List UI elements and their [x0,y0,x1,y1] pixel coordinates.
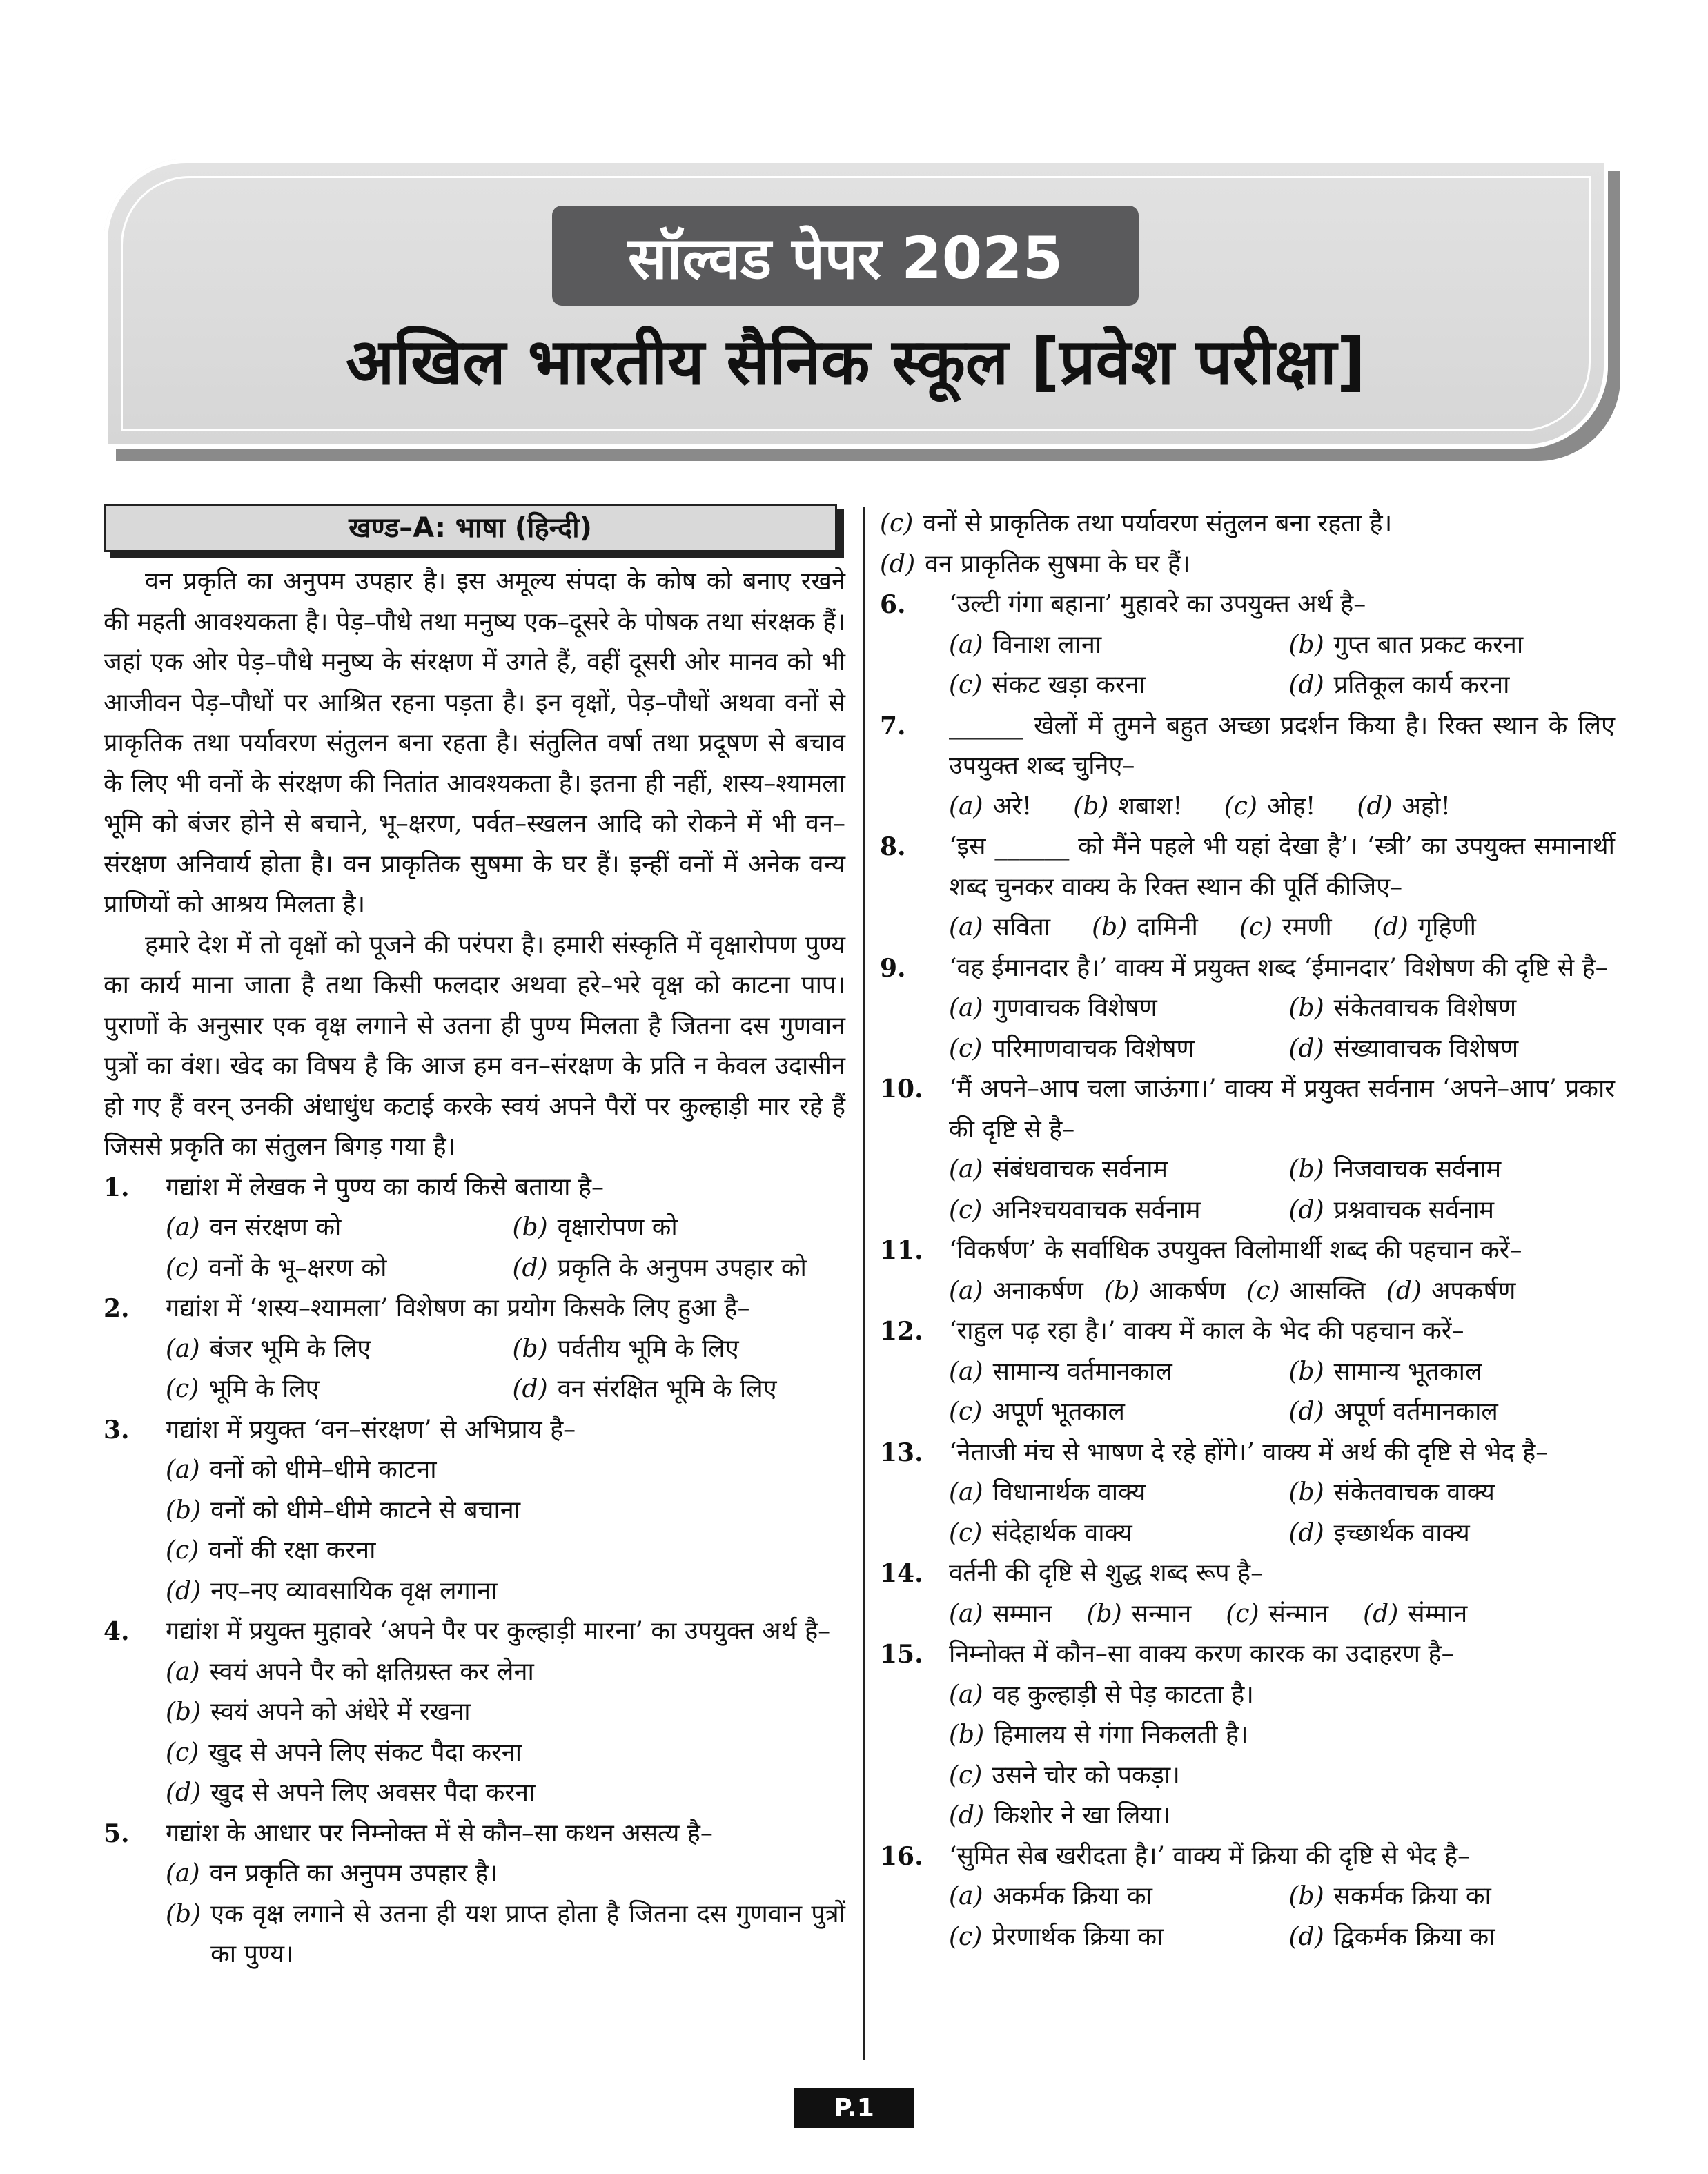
option-c: (c) वनों की रक्षा करना [166,1536,376,1565]
option-b: (b) वनों को धीमे–धीमे काटने से बचाना [166,1496,521,1525]
question-11 [880,1231,1615,1311]
option-b: (b) हिमालय से गंगा निकलती है। [949,1721,1248,1749]
question-1 [104,1168,845,1289]
question-7 [880,706,1615,828]
question-5-continued [880,504,1615,585]
question-3 [104,1410,845,1612]
question-9 [880,948,1615,1070]
question-text: ‘मैं अपने–आप चला जाऊंगा।’ वाक्य में प्रयुक्त सर्वनाम ‘अपने–आप’ प्रकार की दृष्टि से है– [949,1075,1615,1144]
option-d: (d) खुद से अपने लिए अवसर पैदा करना [166,1779,536,1807]
option-d: (d) द्विकर्मक क्रिया का [1288,1922,1495,1951]
option-c: (c) अनिश्चयवाचक सर्वनाम [949,1195,1201,1224]
option-a: (a) बंजर भूमि के लिए [166,1334,371,1363]
question-10 [880,1069,1615,1231]
option-a: (a) सविता [949,913,1051,941]
question-text: ‘इस ______ को मैंने पहले भी यहां देखा है’। ‘स्त्री’ का उपयुक्त समानार्थी शब्द चुनकर वाक्य के रिक्त स्थान की पूर्ति कीजिए– [949,832,1615,901]
option-a: (a) गुणवाचक विशेषण [949,994,1157,1022]
option-a: (a) वनों को धीमे–धीमे काटना [166,1456,437,1484]
question-text: ‘नेताजी मंच से भाषण दे रहे होंगे।’ वाक्य में अर्थ की दृष्टि से भेद है– [949,1438,1549,1467]
question-text: गद्यांश में प्रयुक्त ‘वन–संरक्षण’ से अभिप्राय है– [166,1415,576,1444]
option-d: (d) वन प्राकृतिक सुषमा के घर हैं। [880,549,1190,578]
question-12 [880,1311,1615,1433]
option-b: (b) दामिनी [1092,913,1198,941]
question-text: गद्यांश में लेखक ने पुण्य का कार्य किसे बताया है– [166,1173,605,1202]
option-d: (d) प्रकृति के अनुपम उपहार को [512,1253,807,1282]
question-13 [880,1433,1615,1554]
option-c: (c) प्रेरणार्थक क्रिया का [949,1922,1164,1951]
option-b: (b) सामान्य भूतकाल [1288,1357,1482,1386]
option-d: (d) अपकर्षण [1386,1276,1516,1305]
option-c: (c) उसने चोर को पकड़ा। [949,1761,1180,1790]
option-d: (d) प्रतिकूल कार्य करना [1288,671,1510,699]
question-number: 12. [880,1317,923,1346]
question-text: ______ खेलों में तुमने बहुत अच्छा प्रदर्शन किया है। रिक्त स्थान के लिए उपयुक्त शब्द चुनिए– [949,711,1615,780]
question-text: वर्तनी की दृष्टि से शुद्ध शब्द रूप है– [949,1559,1264,1587]
option-d: (d) वन संरक्षित भूमि के लिए [512,1375,777,1403]
question-number: 4. [104,1617,130,1646]
question-15 [880,1634,1615,1837]
question-number: 14. [880,1559,923,1588]
question-number: 6. [880,590,906,619]
option-c: (c) संन्मान [1226,1599,1329,1628]
question-number: 9. [880,953,906,983]
page-number: P.1 [794,2088,914,2128]
question-text: ‘राहुल पढ़ रहा है।’ वाक्य में काल के भेद की पहचान करें– [949,1317,1464,1345]
passage-paragraph-2: हमारे देश में तो वृक्षों को पूजने की परंपरा है। हमारी संस्कृति में वृक्षारोपण पुण्य का कार्य माना जाता है तथा किसी फलदार अथवा हरे–भरे वृक्ष को काटना पाप। पुराणों के अनुसार एक वृक्ष लगाने से उतना ही पुण्य मिलता है जितना दस गुणवान पुत्रों का वंश। खेद का विषय है कि आज हम वन–संरक्षण के प्रति न केवल उदासीन हो गए हैं वरन् उनकी अंधाधुंध कटाई करके स्वयं अपने पैरों पर कुल्हाड़ी मार रहे हैं जिससे प्रकृति का संतुलन बिगड़ गया है। [104,930,845,1161]
question-number: 8. [880,832,906,861]
option-c: (c) रमणी [1239,913,1332,941]
question-text: ‘उल्टी गंगा बहाना’ मुहावरे का उपयुक्त अर्थ है– [949,590,1366,618]
question-text: ‘वह ईमानदार है।’ वाक्य में प्रयुक्त शब्द ‘ईमानदार’ विशेषण की दृष्टि से है– [949,953,1608,982]
question-text: निम्नोक्त में कौन–सा वाक्य करण कारक का उदाहरण है– [949,1640,1454,1668]
question-number: 13. [880,1438,923,1467]
option-c: (c) संदेहार्थक वाक्य [949,1518,1132,1547]
right-column [880,504,1615,1957]
option-b: (b) आकर्षण [1103,1276,1226,1305]
exam-name: अखिल भारतीय सैनिक स्कूल [प्रवेश परीक्षा] [346,325,1366,399]
question-8 [880,827,1615,948]
option-d: (d) इच्छार्थक वाक्य [1288,1518,1470,1547]
question-number: 1. [104,1173,130,1202]
option-a: (a) विनाश लाना [949,630,1102,659]
column-divider [863,507,865,2060]
option-c: (c) संकट खड़ा करना [949,671,1146,699]
question-6 [880,585,1615,706]
option-b: (b) पर्वतीय भूमि के लिए [512,1334,739,1363]
option-c: (c) भूमि के लिए [166,1375,320,1403]
option-b: (b) सन्मान [1086,1599,1192,1628]
question-number: 2. [104,1294,130,1323]
option-b: (b) संकेतवाचक वाक्य [1288,1478,1495,1507]
option-b: (b) एक वृक्ष लगाने से उतना ही यश प्राप्त होता है जितना दस गुणवान पुत्रों का पुण्य। [166,1899,845,1968]
question-text: गद्यांश में प्रयुक्त मुहावरे ‘अपने पैर पर कुल्हाड़ी मारना’ का उपयुक्त अर्थ है– [166,1617,831,1645]
question-text: गद्यांश के आधार पर निम्नोक्त में से कौन–सा कथन असत्य है– [166,1819,713,1848]
option-c: (c) अपूर्ण भूतकाल [949,1398,1125,1426]
left-column [104,504,845,1975]
option-d: (d) नए–नए व्यावसायिक वृक्ष लगाना [166,1576,498,1605]
title-box [552,206,1139,306]
option-a: (a) अनाकर्षण [949,1276,1083,1305]
question-16 [880,1837,1615,1958]
question-text: गद्यांश में ‘शस्य–श्यामला’ विशेषण का प्रयोग किसके लिए हुआ है– [166,1294,750,1322]
option-a: (a) वन संरक्षण को [166,1213,342,1242]
option-d: (d) अपूर्ण वर्तमानकाल [1288,1398,1498,1426]
question-text: ‘विकर्षण’ के सर्वाधिक उपयुक्त विलोमार्थी शब्द की पहचान करें– [949,1236,1522,1264]
option-b: (b) सकर्मक क्रिया का [1288,1882,1491,1910]
option-a: (a) सम्मान [949,1599,1052,1628]
option-c: (c) परिमाणवाचक विशेषण [949,1034,1195,1063]
question-number: 11. [880,1236,923,1265]
question-number: 7. [880,711,906,741]
option-d: (d) प्रश्नवाचक सर्वनाम [1288,1195,1495,1224]
option-c: (c) वनों के भू–क्षरण को [166,1253,387,1282]
option-b: (b) गुप्त बात प्रकट करना [1288,630,1524,659]
question-text: ‘सुमित सेब खरीदता है।’ वाक्य में क्रिया की दृष्टि से भेद है– [949,1841,1471,1870]
option-d: (d) संख्यावाचक विशेषण [1288,1034,1519,1063]
option-c: (c) खुद से अपने लिए संकट पैदा करना [166,1738,522,1767]
option-a: (a) अकर्मक क्रिया का [949,1882,1152,1910]
question-number: 16. [880,1841,923,1871]
option-c: (c) वनों से प्राकृतिक तथा पर्यावरण संतुलन बना रहता है। [880,509,1393,538]
question-4 [104,1612,845,1814]
option-a: (a) वन प्रकृति का अनुपम उपहार है। [166,1859,498,1888]
section-heading: खण्ड–A: भाषा (हिन्दी) [104,504,837,552]
passage-paragraph-1: वन प्रकृति का अनुपम उपहार है। इस अमूल्य संपदा के कोष को बनाए रखने की महती आवश्यकता है। पेड़–पौधे तथा मनुष्य एक–दूसरे के पोषक तथा संरक्षक हैं। जहां एक ओर पेड़–पौधे मनुष्य के संरक्षण में उगते हैं, वहीं दूसरी ओर मानव को भी आजीवन पेड़–पौधों पर आश्रित रहना पड़ता है। इन वृक्षों, पेड़–पौधों अथवा वनों से प्राकृतिक तथा पर्यावरण संतुलन बना रहता है। संतुलित वर्षा तथा प्रदूषण से बचाव के लिए भी वनों के संरक्षण की नितांत आवश्यकता है। इतना ही नहीं, शस्य–श्यामला भूमि को बंजर होने से बचाने, भू–क्षरण, पर्वत–स्खलन आदि को रोकने में भी वन–संरक्षण अनिवार्य होता है। वन प्राकृतिक सुषमा के घर हैं। इन्हीं वनों में अनेक वन्य प्राणियों को आश्रय मिलता है। [104,567,845,919]
question-number: 5. [104,1819,130,1848]
question-5 [104,1814,845,1975]
option-d: (d) संम्मान [1363,1599,1468,1628]
option-a: (a) संबंधवाचक सर्वनाम [949,1155,1168,1184]
page-title: सॉल्वड पेपर 2025 [627,224,1063,292]
option-c: (c) आसक्ति [1246,1276,1366,1305]
option-c: (c) ओह! [1224,792,1316,821]
option-a: (a) वह कुल्हाड़ी से पेड़ काटता है। [949,1680,1254,1709]
option-a: (a) विधानार्थक वाक्य [949,1478,1146,1507]
option-a: (a) स्वयं अपने पैर को क्षतिग्रस्त कर लेना [166,1657,534,1686]
option-b: (b) संकेतवाचक विशेषण [1288,994,1517,1022]
option-b: (b) स्वयं अपने को अंधेरे में रखना [166,1698,471,1726]
option-a: (a) अरे! [949,792,1032,821]
option-a: (a) सामान्य वर्तमानकाल [949,1357,1172,1386]
question-2 [104,1289,845,1410]
option-d: (d) अहो! [1357,792,1451,821]
option-d: (d) किशोर ने खा लिया। [949,1801,1171,1830]
question-number: 10. [880,1075,923,1104]
option-b: (b) निजवाचक सर्वनाम [1288,1155,1502,1184]
option-b: (b) शबाश! [1073,792,1183,821]
option-b: (b) वृक्षारोपण को [512,1213,678,1242]
question-14 [880,1554,1615,1634]
question-number: 15. [880,1640,923,1669]
option-d: (d) गृहिणी [1373,913,1476,941]
question-number: 3. [104,1415,130,1445]
